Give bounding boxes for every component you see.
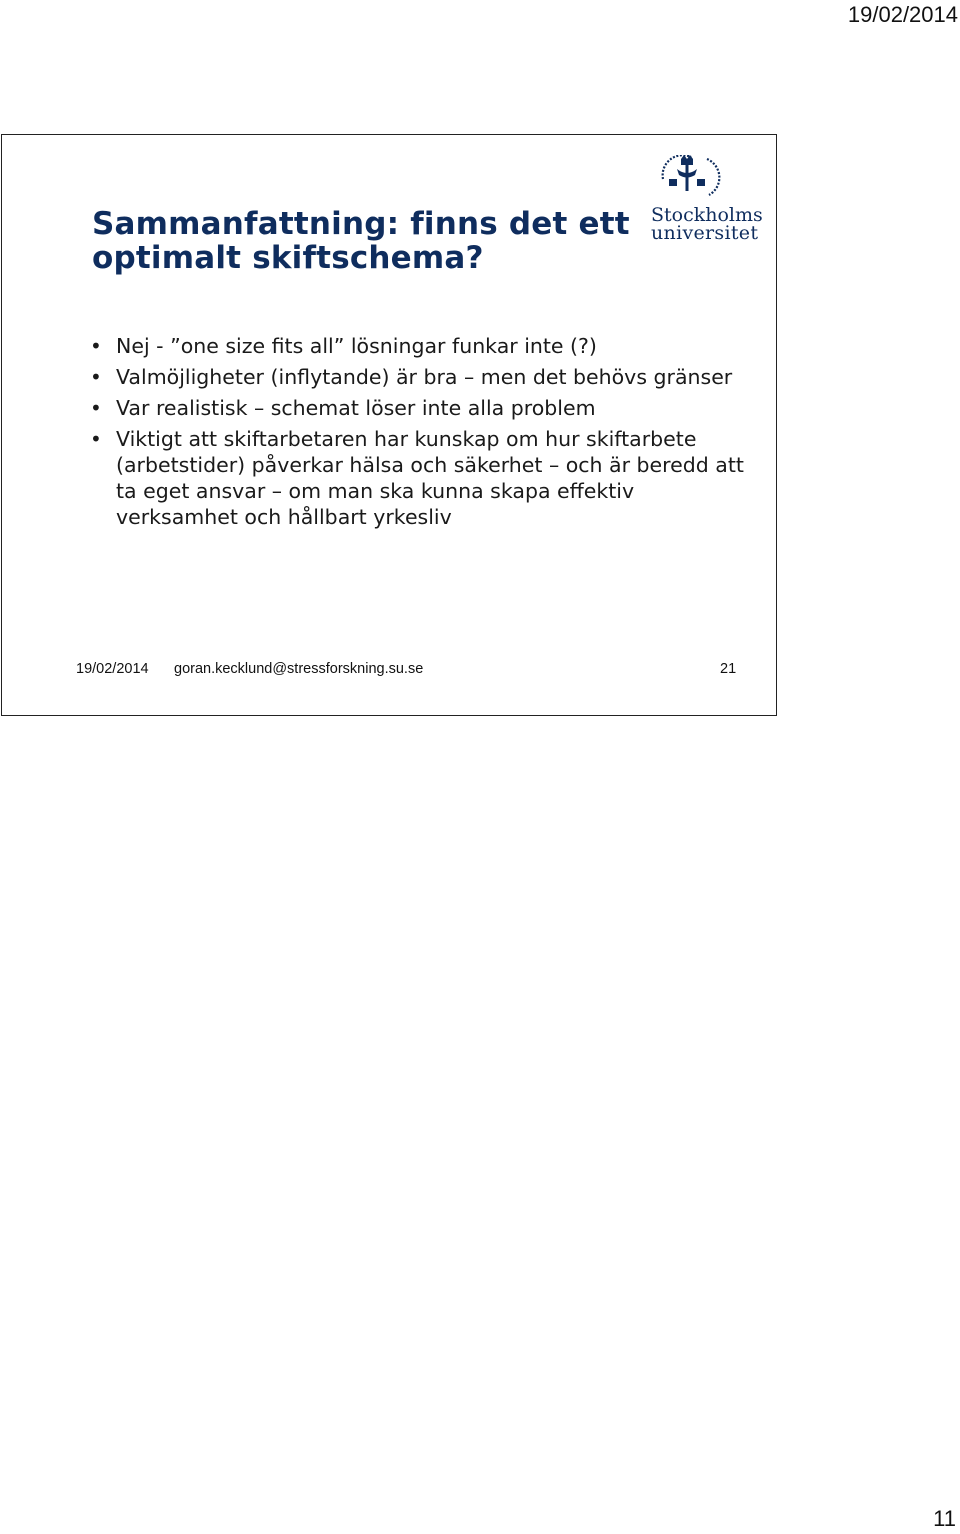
page-header-date: 19/02/2014 [847,2,958,27]
page-number: 11 [933,1506,956,1531]
university-logo [647,155,763,267]
bullet-item: • Valmöjligheter (inflytande) är bra – men det behövs gränser [90,364,750,390]
logo-text-stockholms: Stockholms [651,204,763,226]
bullet-item: • Nej - ”one size fits all” lösningar funkar inte (?) [90,333,750,359]
logo-text-universitet: universitet [651,222,759,244]
bullet-item: • Var realistisk – schemat löser inte alla problem [90,395,750,421]
bullet-list [90,333,750,535]
slide-footer-date: 19/02/2014 [76,661,149,677]
slide-title: Sammanfattning: finns det ett optimalt skiftschema? [92,206,630,276]
bullet-item: • Viktigt att skiftarbetaren har kunskap om hur skiftarbete (arbetstider) påverkar hälsa och säkerhet – och är beredd att ta eget ansvar – om man ska kunna skapa effektiv verksamhet och hållbart yrkesliv [90,426,750,530]
slide-number: 21 [720,661,737,677]
slide [1,134,777,716]
slide-footer-email: goran.kecklund@stressforskning.su.se [174,661,424,677]
